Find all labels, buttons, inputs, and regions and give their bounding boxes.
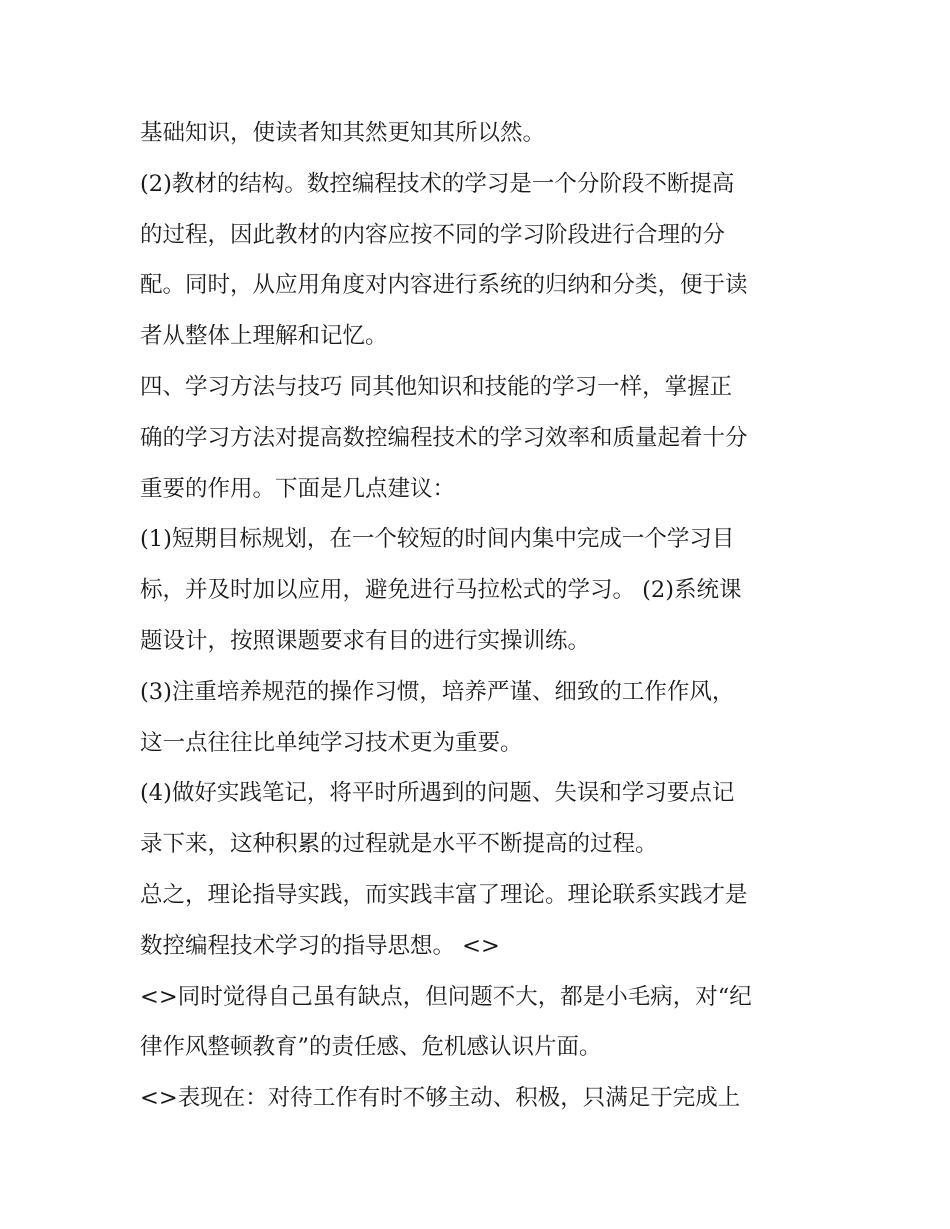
text-line: (4)做好实践笔记，将平时所遇到的问题、失误和学习要点记 (140, 780, 735, 807)
text-line: 四、学习方法与技巧 同其他知识和技能的学习一样，掌握正 (140, 373, 733, 400)
text-line: 律作风整顿教育”的责任感、危机感认识片面。 (140, 1034, 602, 1061)
text-line: 标，并及时加以应用，避免进行马拉松式的学习。 (2)系统课 (140, 577, 742, 604)
text-line: 重要的作用。下面是几点建议： (140, 475, 456, 502)
text-line: 题设计，按照课题要求有目的进行实操训练。 (140, 627, 591, 654)
text-line: 确的学习方法对提高数控编程技术的学习效率和质量起着十分 (140, 424, 748, 451)
text-line: (2)教材的结构。数控编程技术的学习是一个分阶段不断提高 (140, 170, 735, 197)
text-line: (3)注重培养规范的操作习惯，培养严谨、细致的工作作风， (140, 678, 735, 705)
text-line: <>表现在：对待工作有时不够主动、积极，只满足于完成上 (140, 1085, 741, 1112)
text-line: 这一点往往比单纯学习技术更为重要。 (140, 729, 523, 756)
document-body (140, 108, 830, 1124)
text-line: 数控编程技术学习的指导思想。 <> (140, 932, 500, 959)
text-line: <>同时觉得自己虽有缺点，但问题不大，都是小毛病，对“纪 (140, 983, 752, 1010)
text-line: 基础知识，使读者知其然更知其所以然。 (140, 120, 546, 146)
text-line: 配。同时，从应用角度对内容进行系统的归纳和分类，便于读 (140, 272, 748, 299)
text-line: (1)短期目标规划，在一个较短的时间内集中完成一个学习目 (140, 526, 735, 553)
text-line: 者从整体上理解和记忆。 (140, 323, 388, 350)
text-line: 的过程，因此教材的内容应按不同的学习阶段进行合理的分 (140, 221, 726, 248)
text-line: 总之，理论指导实践，而实践丰富了理论。理论联系实践才是 (140, 881, 748, 908)
text-line: 录下来，这种积累的过程就是水平不断提高的过程。 (140, 831, 658, 858)
